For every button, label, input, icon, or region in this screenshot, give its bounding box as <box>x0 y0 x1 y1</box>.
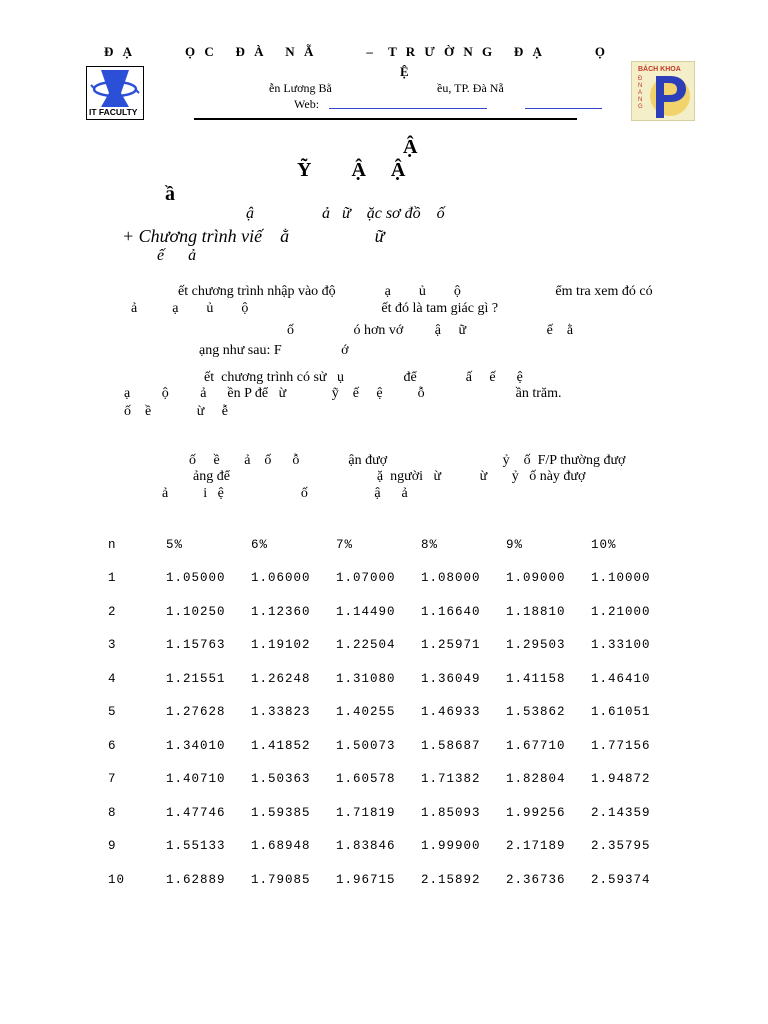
table-cell: 1.99900 <box>421 839 481 854</box>
table-row <box>108 863 676 897</box>
para2-line-1: ết chương trình có sử ụ để ấ ế ệ <box>204 370 523 385</box>
table-cell: 1.67710 <box>506 738 566 753</box>
table-cell: 1.82804 <box>506 772 566 787</box>
table-cell: 1.33823 <box>251 705 311 720</box>
table-cell: 1.19102 <box>251 638 311 653</box>
table-cell: 1.41158 <box>506 671 566 686</box>
header-divider <box>194 118 577 120</box>
table-cell: 1.83846 <box>336 839 396 854</box>
title-line-1: Ậ <box>403 136 418 158</box>
address-right: ều, TP. Đà Nẵ <box>437 81 504 95</box>
table-row <box>108 562 676 596</box>
table-cell: 1.06000 <box>251 571 311 586</box>
table-row-index: 8 <box>108 805 117 820</box>
bach-khoa-logo <box>631 61 695 121</box>
table-cell: 1.29503 <box>506 638 566 653</box>
table-cell: 1.12360 <box>251 604 311 619</box>
table-cell: 1.21551 <box>166 671 226 686</box>
table-cell: 1.96715 <box>336 872 396 887</box>
table-cell: 2.17189 <box>506 839 566 854</box>
para3-line-1: ố ề ả ố ỗ ận đượ ỷ ố F/P thường đượ <box>189 453 626 468</box>
table-header-cell: 6% <box>251 537 269 552</box>
table-cell: 1.79085 <box>251 872 311 887</box>
table-cell: 1.53862 <box>506 705 566 720</box>
table-cell: 1.41852 <box>251 738 311 753</box>
table-cell: 1.59385 <box>251 805 311 820</box>
table-cell: 2.35795 <box>591 839 651 854</box>
table-cell: 1.26248 <box>251 671 311 686</box>
table-row-index: 7 <box>108 772 117 787</box>
table-cell: 1.27628 <box>166 705 226 720</box>
table-row <box>108 629 676 663</box>
table-cell: 1.36049 <box>421 671 481 686</box>
table-row-index: 10 <box>108 872 126 887</box>
header-line-2: Ệ <box>400 64 412 79</box>
table-header-cell: 10% <box>591 537 617 552</box>
table-cell: 1.40255 <box>336 705 396 720</box>
table-header-cell: 7% <box>336 537 354 552</box>
compound-factor-table <box>108 528 676 897</box>
table-cell: 1.71819 <box>336 805 396 820</box>
table-row <box>108 662 676 696</box>
title-line-2: Ỹ Ậ Ậ <box>297 159 406 181</box>
section-a-line-2: + Chương trình viế ằ ữ <box>122 226 385 246</box>
table-cell: 1.47746 <box>166 805 226 820</box>
table-cell: 1.05000 <box>166 571 226 586</box>
para1-line-4: ạng như sau: F ớ <box>199 343 349 358</box>
para2-line-2: ạ ộ ả ền P để ừ ỹ ế ệ ỗ ần trăm. <box>124 386 562 401</box>
web-label: Web: <box>294 97 320 111</box>
table-cell: 2.59374 <box>591 872 651 887</box>
table-cell: 1.55133 <box>166 839 226 854</box>
section-a-line-1: ậ ả ữ ặc sơ đồ ố <box>246 205 445 222</box>
table-row <box>108 729 676 763</box>
address-left: ễn Lương Bằ <box>269 81 332 95</box>
table-row <box>108 696 676 730</box>
table-cell: 1.16640 <box>421 604 481 619</box>
table-cell: 1.50073 <box>336 738 396 753</box>
table-header-row <box>108 528 676 562</box>
table-cell: 1.71382 <box>421 772 481 787</box>
table-cell: 1.15763 <box>166 638 226 653</box>
table-cell: 1.60578 <box>336 772 396 787</box>
table-row <box>108 595 676 629</box>
table-cell: 1.25971 <box>421 638 481 653</box>
para1-line-1: ết chương trình nhập vào độ ạ ủ ộ ểm tra xem đó có <box>178 284 653 299</box>
table-cell: 1.22504 <box>336 638 396 653</box>
para3-line-3: ả i ệ ố ậ ả <box>162 486 408 501</box>
table-cell: 1.14490 <box>336 604 396 619</box>
para1-line-3: ố ó hơn vớ ậ ữ ế ằ <box>287 323 574 338</box>
table-cell: 1.10000 <box>591 571 651 586</box>
table-row-index: 4 <box>108 671 117 686</box>
table-cell: 1.08000 <box>421 571 481 586</box>
table-row-index: 5 <box>108 705 117 720</box>
table-header-cell: 8% <box>421 537 439 552</box>
table-cell: 1.62889 <box>166 872 226 887</box>
title-line-3: ầ <box>165 183 175 205</box>
table-cell: 1.99256 <box>506 805 566 820</box>
table-cell: 2.36736 <box>506 872 566 887</box>
table-row-index: 1 <box>108 571 117 586</box>
table-cell: 1.18810 <box>506 604 566 619</box>
bach-khoa-logo-vertical: ĐNANG <box>638 76 643 110</box>
it-faculty-logo-text: IT FACULTY <box>89 107 138 117</box>
table-cell: 1.85093 <box>421 805 481 820</box>
table-cell: 1.58687 <box>421 738 481 753</box>
bach-khoa-logo-text: BÁCH KHOA <box>638 66 681 73</box>
table-row <box>108 830 676 864</box>
table-cell: 1.50363 <box>251 772 311 787</box>
table-cell: 1.07000 <box>336 571 396 586</box>
table-cell: 2.15892 <box>421 872 481 887</box>
table-row-index: 2 <box>108 604 117 619</box>
table-cell: 1.68948 <box>251 839 311 854</box>
web-link-underline[interactable] <box>329 108 487 109</box>
para1-line-2: ả ạ ủ ộ ết đó là tam giác gì ? <box>131 301 499 316</box>
table-header-cell: 5% <box>166 537 184 552</box>
table-cell: 1.09000 <box>506 571 566 586</box>
table-row-index: 9 <box>108 839 117 854</box>
table-row-index: 3 <box>108 638 117 653</box>
table-header-cell: n <box>108 537 117 552</box>
table-cell: 1.77156 <box>591 738 651 753</box>
table-cell: 1.46933 <box>421 705 481 720</box>
table-cell: 1.31080 <box>336 671 396 686</box>
table-cell: 1.46410 <box>591 671 651 686</box>
section-a-line-3: ế ả <box>157 247 197 264</box>
table-cell: 2.14359 <box>591 805 651 820</box>
para2-line-3: ố ề ừ ễ <box>124 404 229 419</box>
table-cell: 1.33100 <box>591 638 651 653</box>
table-cell: 1.61051 <box>591 705 651 720</box>
table-row <box>108 763 676 797</box>
header-line-1: Đ Ạ Ọ C Đ À N Ẵ – T R Ư Ờ N G Đ Ạ Ọ <box>104 44 609 59</box>
table-row <box>108 796 676 830</box>
para3-line-2: ảng để ặ người ừ ừ ỷ ố này đượ <box>193 469 586 484</box>
it-faculty-logo <box>86 66 144 120</box>
email-link-underline[interactable] <box>525 108 602 109</box>
table-cell: 1.10250 <box>166 604 226 619</box>
table-cell: 1.34010 <box>166 738 226 753</box>
table-row-index: 6 <box>108 738 117 753</box>
table-cell: 1.21000 <box>591 604 651 619</box>
table-cell: 1.40710 <box>166 772 226 787</box>
table-cell: 1.94872 <box>591 772 651 787</box>
table-header-cell: 9% <box>506 537 524 552</box>
